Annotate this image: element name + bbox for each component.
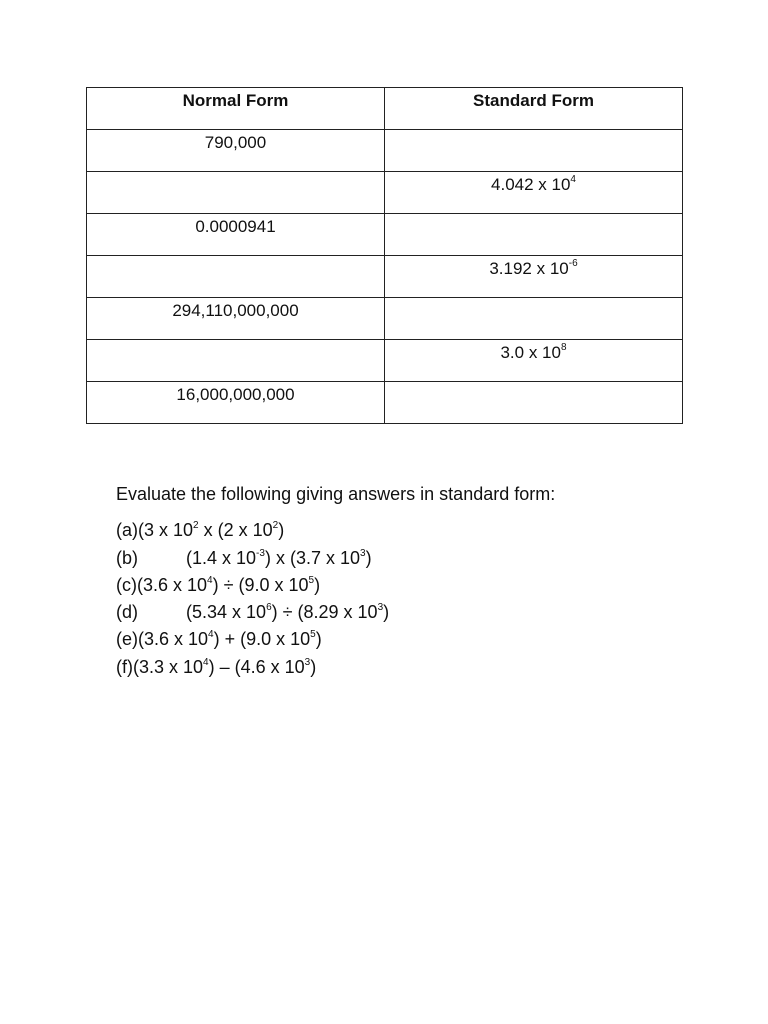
table-row	[87, 382, 683, 424]
header-normal-form: Normal Form	[87, 88, 385, 130]
question-item	[116, 572, 676, 599]
question-label: (f)	[116, 656, 133, 677]
expression-text: )	[315, 629, 322, 650]
expression-text: (3.6 x 10	[137, 574, 208, 595]
standard-form-cell	[385, 214, 683, 256]
question-label: (e)	[116, 629, 138, 650]
question-expression	[133, 654, 316, 681]
exponent: 4	[208, 629, 214, 641]
expression-text: ) – (4.6 x 10	[208, 656, 305, 677]
normal-form-value: 294,110,000,000	[172, 301, 299, 320]
exponent: 5	[310, 629, 316, 641]
expression-text: ) x (3.7 x 10	[264, 547, 360, 568]
question-expression	[186, 545, 372, 572]
normal-form-value: 790,000	[204, 133, 267, 152]
exponent: 3	[360, 547, 366, 559]
expression-text: (3.3 x 10	[133, 656, 204, 677]
table-row	[87, 130, 683, 172]
question-item	[116, 599, 676, 626]
normal-form-cell	[87, 172, 385, 214]
exponent: 2	[272, 520, 279, 532]
question-item	[116, 517, 676, 544]
expression-text: ) + (9.0 x 10	[213, 629, 311, 650]
question-item	[116, 654, 676, 681]
question-expression	[138, 626, 322, 653]
table-row	[87, 172, 683, 214]
exponent: 5	[308, 574, 315, 586]
question-label: (b)	[116, 547, 138, 568]
standard-form-cell	[385, 172, 683, 214]
expression-text: ) ÷ (9.0 x 10	[212, 574, 309, 595]
question-item	[116, 626, 676, 653]
normal-form-cell	[87, 214, 385, 256]
table-body	[87, 130, 683, 424]
exponent: 3	[304, 656, 311, 668]
standard-form-cell	[385, 130, 683, 172]
exponent: 4	[203, 656, 209, 668]
exponent: 4	[207, 574, 213, 586]
table-row	[87, 214, 683, 256]
exponent: -3	[256, 547, 265, 559]
standard-form-cell	[385, 340, 683, 382]
question-expression	[186, 599, 389, 626]
question-expression	[138, 517, 284, 544]
expression-text: )	[314, 574, 321, 595]
expression-text: (1.4 x 10	[186, 547, 257, 568]
table-row	[87, 340, 683, 382]
expression-text: )	[278, 520, 285, 541]
expression-text: (3 x 10	[138, 520, 194, 541]
standard-form-mantissa: 3.192 x 10	[489, 259, 569, 278]
normal-form-cell	[87, 130, 385, 172]
normal-form-cell	[87, 298, 385, 340]
standard-form-cell	[385, 256, 683, 298]
exponent: 2	[193, 520, 199, 532]
expression-text: )	[383, 602, 390, 623]
table-row	[87, 256, 683, 298]
exponent: 3	[377, 602, 384, 614]
normal-form-cell	[87, 340, 385, 382]
standard-form-exponent: -6	[568, 258, 578, 269]
expression-text: x (2 x 10	[198, 520, 273, 541]
questions-section	[116, 481, 676, 681]
question-label: (c)	[116, 574, 137, 595]
header-standard-form: Standard Form	[385, 88, 683, 130]
expression-text: ) ÷ (8.29 x 10	[271, 602, 378, 623]
standard-form-exponent: 8	[560, 342, 567, 353]
expression-text: (3.6 x 10	[138, 629, 209, 650]
table-header-row	[87, 88, 683, 130]
exponent: 6	[266, 602, 272, 614]
expression-text: (5.34 x 10	[186, 602, 267, 623]
question-expression	[137, 572, 320, 599]
question-item	[116, 545, 676, 572]
expression-text: )	[310, 656, 317, 677]
standard-form-cell	[385, 298, 683, 340]
normal-form-cell	[87, 256, 385, 298]
standard-form-exponent: 4	[570, 174, 576, 185]
instruction-text: Evaluate the following giving answers in standard form:	[116, 484, 556, 504]
standard-form-cell	[385, 382, 683, 424]
question-label: (d)	[116, 602, 138, 623]
conversion-table	[86, 87, 683, 424]
question-list	[116, 517, 676, 681]
normal-form-cell	[87, 382, 385, 424]
normal-form-value: 0.0000941	[195, 217, 276, 236]
standard-form-mantissa: 3.0 x 10	[500, 343, 561, 362]
normal-form-value: 16,000,000,000	[176, 385, 295, 404]
question-label: (a)	[116, 520, 138, 541]
expression-text: )	[365, 547, 372, 568]
table-row	[87, 298, 683, 340]
standard-form-mantissa: 4.042 x 10	[491, 175, 571, 194]
